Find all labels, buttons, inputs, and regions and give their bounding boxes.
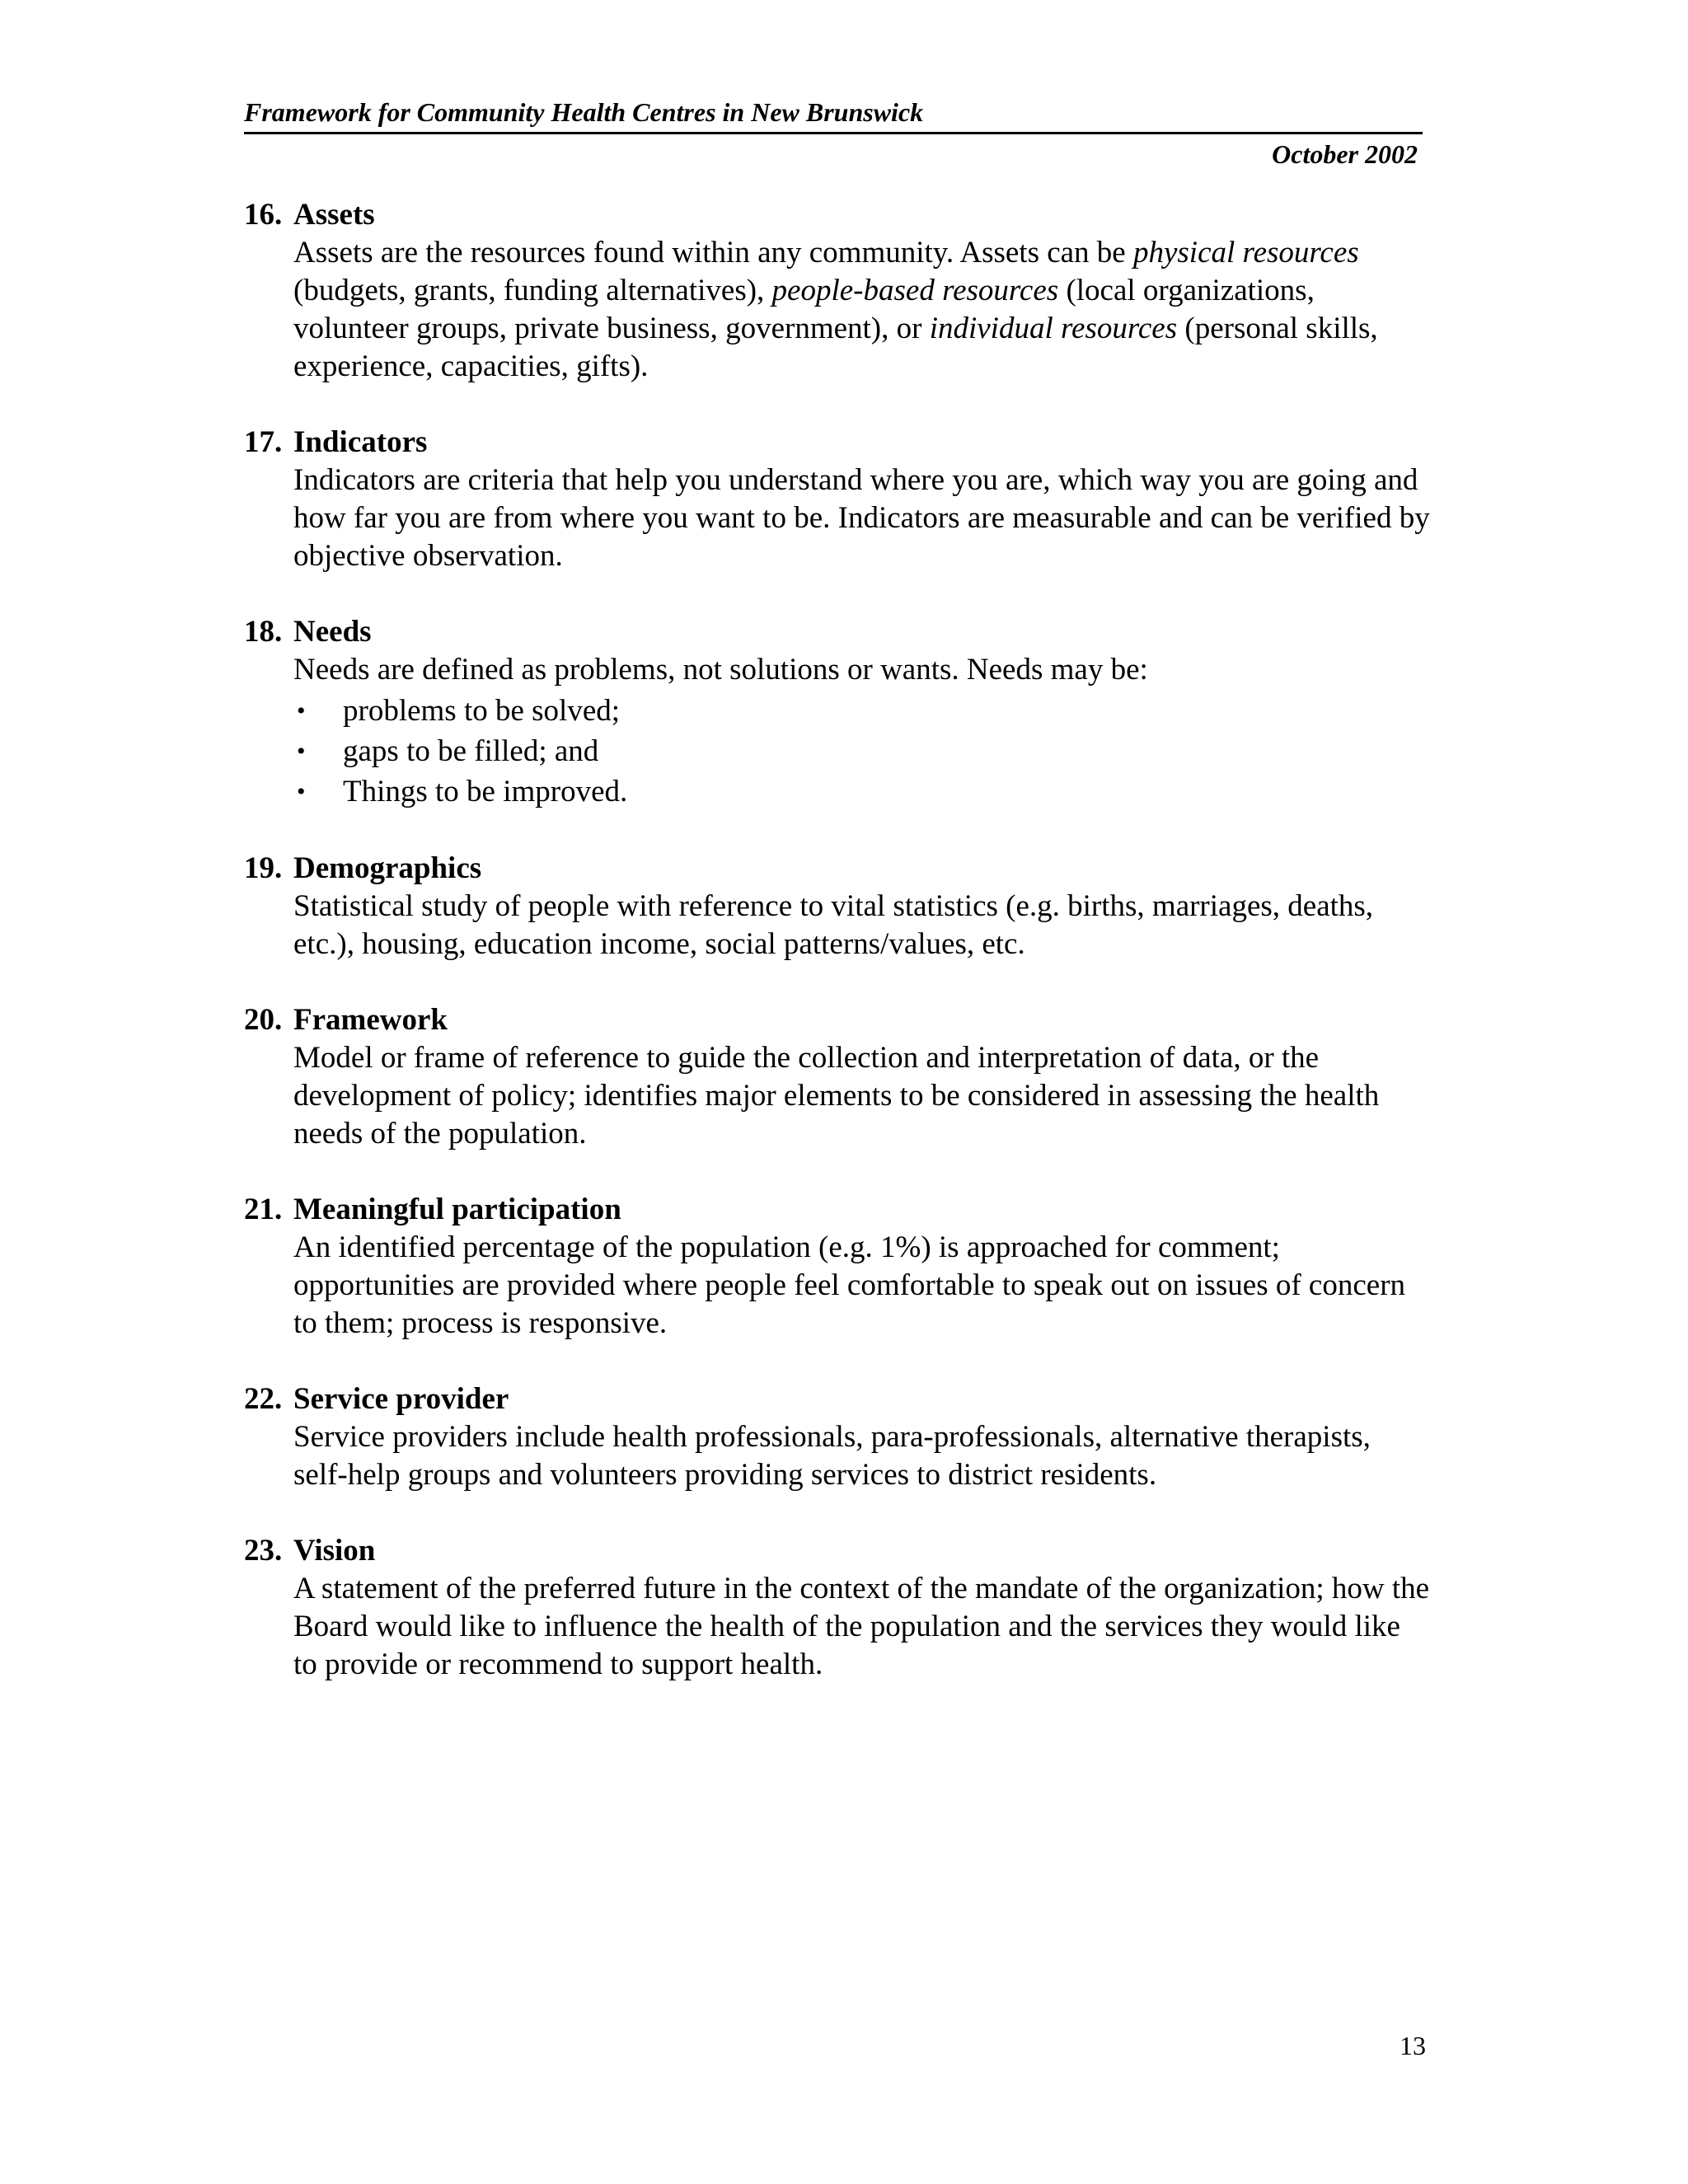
page-number: 13 — [1400, 2031, 1426, 2060]
glossary-entry-demographics — [244, 850, 1431, 963]
list-item-text: Things to be improved. — [343, 775, 628, 808]
entry-term: Needs — [293, 615, 372, 649]
definition-text: (budgets, grants, funding alternatives), — [293, 274, 772, 307]
list-item-text: problems to be solved; — [343, 694, 621, 728]
entry-definition: Indicators are criteria that help you understand where you are, which way you are going and how far you are from where you want to be. Indicators are measurable and can be verified by objective observation. — [293, 463, 1430, 573]
document-date: October 2002 — [1272, 139, 1418, 169]
entry-heading — [244, 1191, 1431, 1229]
entry-number: 21. — [244, 1193, 283, 1226]
definition-text: (personal skills, experience, capacities, gifts). — [293, 312, 1378, 383]
entry-term: Indicators — [293, 425, 428, 459]
entry-number: 16. — [244, 198, 283, 232]
document-title: Framework for Community Health Centres in New Brunswick — [244, 96, 1423, 134]
entry-heading — [244, 424, 1431, 462]
bullet-icon: • — [297, 738, 306, 765]
glossary-list — [244, 196, 1431, 1722]
entry-term: Demographics — [293, 851, 482, 885]
glossary-entry-needs — [244, 613, 1431, 812]
glossary-entry-service-provider — [244, 1380, 1431, 1494]
entry-definition: An identified percentage of the population (e.g. 1%) is approached for comment; opportunities are provided where people feel comfortable to speak out on issues of concern to them; process is responsive. — [293, 1230, 1406, 1340]
glossary-entry-framework — [244, 1001, 1431, 1153]
list-item — [293, 691, 1431, 731]
entry-term: Framework — [293, 1003, 448, 1037]
entry-definition: Statistical study of people with reference to vital statistics (e.g. births, marriages, deaths, etc.), housing, education income, social patterns/values, etc. — [293, 889, 1374, 961]
glossary-entry-indicators — [244, 424, 1431, 575]
glossary-entry-meaningful-participation — [244, 1191, 1431, 1343]
entry-definition: A statement of the preferred future in the context of the mandate of the organization; how the Board would like to influence the health of the population and the services they would like to provide or recommend to support health. — [293, 1572, 1430, 1681]
glossary-entry-vision — [244, 1532, 1431, 1684]
list-item — [293, 731, 1431, 771]
entry-term: Meaningful participation — [293, 1193, 621, 1226]
glossary-entry-assets — [244, 196, 1431, 386]
entry-number: 22. — [244, 1382, 283, 1416]
definition-text: (local organizations, volunteer groups, private business, government), or — [293, 274, 1315, 345]
definition-emphasis: individual resources — [929, 312, 1178, 345]
entry-heading — [244, 1532, 1431, 1570]
entry-definition — [293, 234, 1431, 386]
entry-definition: Needs are defined as problems, not solutions or wants. Needs may be: — [293, 653, 1148, 687]
entry-heading — [244, 850, 1431, 888]
entry-term: Service provider — [293, 1382, 509, 1416]
entry-heading — [244, 1001, 1431, 1039]
bullet-icon: • — [297, 778, 306, 805]
definition-emphasis: physical resources — [1132, 236, 1359, 269]
entry-definition: Service providers include health professionals, para-professionals, alternative therapists, self-help groups and volunteers providing services to district residents. — [293, 1420, 1371, 1492]
definition-emphasis: people-based resources — [771, 274, 1059, 307]
entry-number: 18. — [244, 615, 283, 649]
entry-heading — [244, 1380, 1431, 1418]
entry-number: 20. — [244, 1003, 283, 1037]
entry-number: 17. — [244, 425, 283, 459]
entry-number: 19. — [244, 851, 283, 885]
definition-text: Assets are the resources found within any community. Assets can be — [293, 236, 1133, 269]
entry-term: Vision — [293, 1534, 376, 1568]
bullet-icon: • — [297, 697, 306, 724]
page-header — [244, 96, 1423, 171]
entry-heading — [244, 196, 1431, 234]
entry-term: Assets — [293, 198, 375, 232]
entry-heading — [244, 613, 1431, 651]
entry-definition: Model or frame of reference to guide the collection and interpretation of data, or the development of policy; identifies major elements to be considered in assessing the health needs of the population. — [293, 1041, 1380, 1151]
entry-number: 23. — [244, 1534, 283, 1568]
list-item — [293, 771, 1431, 812]
list-item-text: gaps to be filled; and — [343, 734, 599, 768]
needs-bullet-list — [293, 691, 1431, 812]
